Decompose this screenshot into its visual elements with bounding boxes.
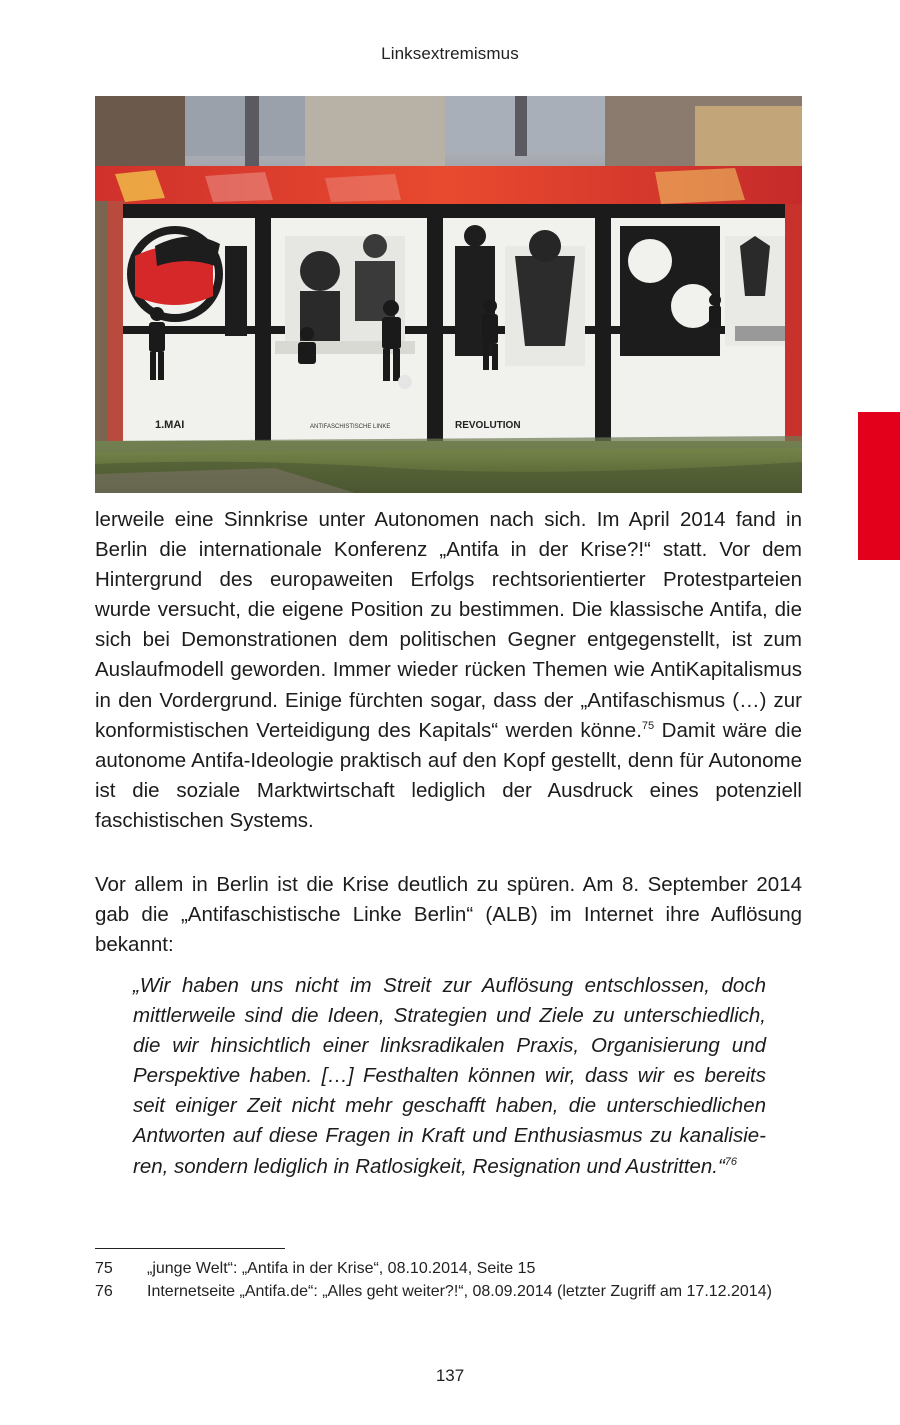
- footnote-text: „junge Welt“: „Antifa in der Krise“, 08.10.2014, Seite 15: [147, 1260, 536, 1277]
- footnote-76: [95, 1281, 802, 1303]
- footnote-number: 75: [95, 1260, 113, 1277]
- wall-tag-3: ANTIFASCHISTISCHE LINKE: [310, 424, 391, 430]
- body-paragraph-1: [95, 505, 802, 836]
- graffiti-photo: [95, 96, 802, 493]
- paragraph-1-text-b: Damit wäre die autonome Antifa-Ideologie praktisch auf den Kopf gestellt, denn für Autonome ist die soziale Marktwirtschaft lediglich der Ausdruck eines potenziell faschistischen Systems.: [95, 718, 802, 832]
- footnotes: [95, 1258, 802, 1304]
- paragraph-1-text-a: lerweile eine Sinnkrise unter Autonomen nach sich. Im April 2014 fand in Berlin die internationale Konferenz „Antifa in der Krise?!“ statt. Vor dem Hintergrund des europaweiten Erfolgs rechtsorientierter Protestparteien wurde versucht, die eigene Position zu bestimmen. Die klassische Antifa, die sich bei Demonstrationen dem politischen Gegner entgegenstellt, ist zum Auslaufmodell geworden. Immer wieder rücken Themen wie AntiKapitalismus in den Vordergrund. Einige fürchten sogar, dass der „Antifaschismus (…) zur konformistischen Verteidigung des Kapitals“ werden könne.: [95, 508, 802, 742]
- footnote-75: [95, 1258, 802, 1280]
- footnote-ref-75[interactable]: 75: [641, 719, 655, 732]
- footnote-separator: [95, 1248, 285, 1249]
- block-quote: [133, 971, 766, 1182]
- footnote-ref-76[interactable]: 76: [724, 1155, 738, 1168]
- footnote-text: Internetseite „Antifa.de“: „Alles geht weiter?!“, 08.09.2014 (letzter Zugriff am 17.12.2014): [147, 1283, 772, 1300]
- body-paragraph-2: Vor allem in Berlin ist die Krise deutlich zu spüren. Am 8. September 2014 gab die „Antifaschistische Linke Berlin“ (ALB) im Internet ihre Auflösung bekannt:: [95, 873, 802, 957]
- wall-tag-1: 1.MAI: [155, 419, 185, 431]
- footnote-number: 76: [95, 1283, 113, 1300]
- quote-text: „Wir haben uns nicht im Streit zur Auflösung entschlossen, doch mittlerweile sind die Ideen, Strategien und Ziele zu unterschiedlich, die wir hinsichtlich einer linksradikalen Praxis, Organisierung und Perspektive haben. […] Festhalten können wir, dass wir es bereits seit einiger Zeit nicht mehr geschafft haben, die unterschiedlichen Antworten auf diese Fragen in Kraft und Enthusiasmus zu kanalisieren, sondern lediglich in Ratlosigkeit, Resignation und Austritten.“: [133, 974, 766, 1178]
- page-number: 137: [435, 1366, 465, 1385]
- wall-tag-2: REVOLUTION: [455, 420, 521, 431]
- running-header: Linksextremismus: [381, 44, 519, 63]
- chapter-marker-tab: [858, 412, 900, 560]
